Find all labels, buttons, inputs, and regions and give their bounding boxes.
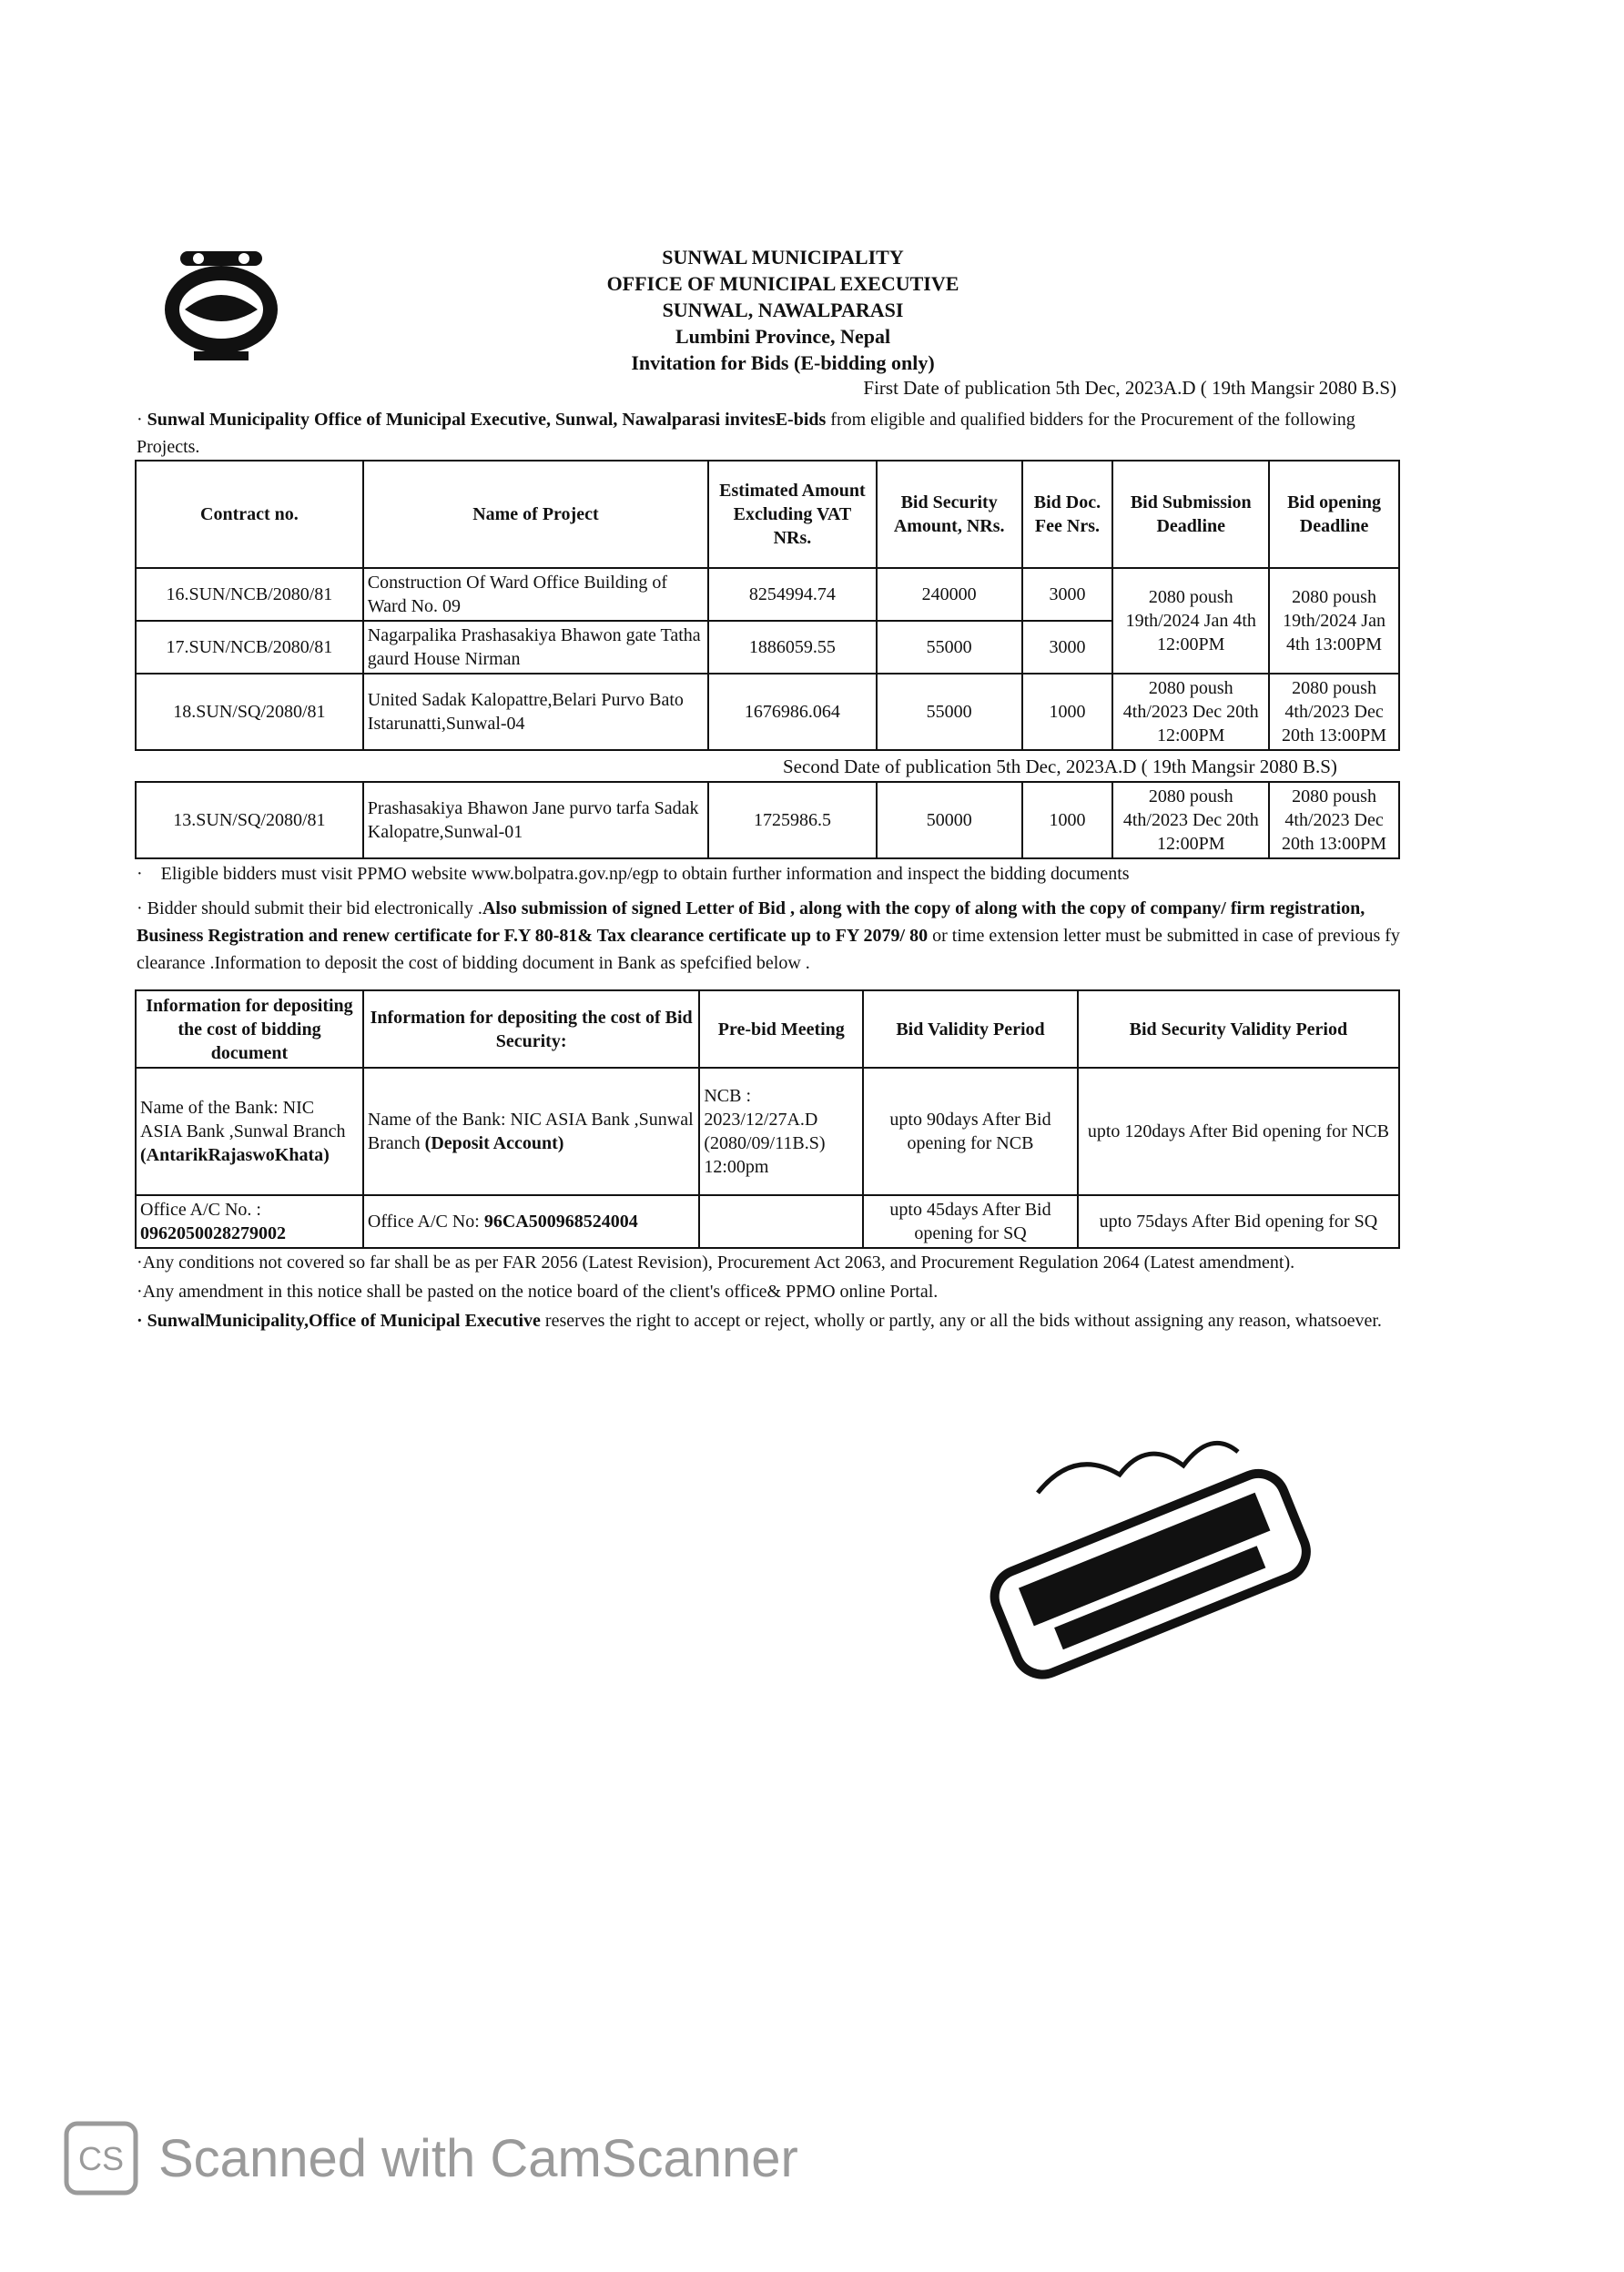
contract-no-cell: 17.SUN/NCB/2080/81 (136, 621, 363, 674)
amount-cell: 1676986.064 (708, 674, 877, 750)
security-cell: 55000 (877, 621, 1022, 674)
security-bank-cell (363, 1068, 699, 1195)
intro-rest: from eligible and qualified bidders for the Procurement of the following Projects. (137, 410, 1355, 457)
col-bid-security: Bid Security Amount, NRs. (877, 461, 1022, 568)
sq-submission-cell: 2080 poush 4th/2023 Dec 20th 12:00PM (1112, 674, 1269, 750)
doc-account-label: Office A/C No. : (140, 1200, 261, 1220)
fee-cell: 3000 (1022, 621, 1113, 674)
fee-cell: 3000 (1022, 568, 1113, 621)
sq-validity-cell: upto 45days After Bid opening for SQ (863, 1195, 1078, 1248)
bullet-submission-c: or time extension letter must be submitted in case of previous fy clearance .Information to deposit the cost of bidding document in Bank as spefcified below . (137, 926, 1400, 973)
table-header-row (136, 461, 1399, 568)
table-row (136, 674, 1399, 750)
col-security-deposit: Information for depositing the cost of Bid Security: (363, 990, 699, 1068)
signature-stamp-icon (965, 1411, 1329, 1684)
header-line-municipality: SUNWAL MUNICIPALITY (662, 246, 904, 269)
security-cell: 50000 (877, 782, 1022, 858)
col-estimated-amount: Estimated Amount Excluding VAT NRs. (708, 461, 877, 568)
second-publication-date: Second Date of publication 5th Dec, 2023A.D ( 19th Mangsir 2080 B.S) (783, 756, 1337, 777)
amount-cell: 1886059.55 (708, 621, 877, 674)
project-name-cell: Nagarpalika Prashasakiya Bhawon gate Tatha gaurd House Nirman (363, 621, 708, 674)
header-line-office: OFFICE OF MUNICIPAL EXECUTIVE (606, 272, 959, 295)
intro-bold: Sunwal Municipality Office of Municipal Executive, Sunwal, Nawalparasi invitesE-bids (147, 410, 827, 430)
col-project-name: Name of Project (363, 461, 708, 568)
fee-cell: 1000 (1022, 782, 1113, 858)
table-header-row (136, 990, 1399, 1068)
opening-cell: 2080 poush 4th/2023 Dec 20th 13:00PM (1269, 782, 1399, 858)
ncb-validity-cell: upto 90days After Bid opening for NCB (863, 1068, 1078, 1195)
doc-account-cell (136, 1195, 363, 1248)
table-row (136, 568, 1399, 621)
col-submission-deadline: Bid Submission Deadline (1112, 461, 1269, 568)
col-doc-fee: Bid Doc. Fee Nrs. (1022, 461, 1113, 568)
bullet-submission: · Bidder should submit their bid electronically .Also submission of signed Letter of Bid , along with the copy of along with the copy of company/ firm registration, Business Registration and renew certificate for F.Y 80-81& Tax clearance certificate up to FY 2079/ 80 or time extension letter must be submitted in case of previous fy clearance .Information to deposit the cost of bidding document in Bank as spefcified below . (137, 898, 1400, 973)
note-conditions: ·Any conditions not covered so far shall be as per FAR 2056 (Latest Revision), Procurement Act 2063, and Procurement Regulation 2064 (Latest amendment). (137, 1253, 1295, 1273)
col-opening-deadline: Bid opening Deadline (1269, 461, 1399, 568)
sq-security-validity-cell: upto 75days After Bid opening for SQ (1078, 1195, 1399, 1248)
security-account-label: Office A/C No: (367, 1212, 484, 1232)
security-account-number: 96CA500968524004 (483, 1212, 638, 1232)
prebid-cell: NCB : 2023/12/27A.D (2080/09/11B.S) 12:00pm (699, 1068, 863, 1195)
security-account-cell (363, 1195, 699, 1248)
intro-paragraph: · Sunwal Municipality Office of Municipal Executive, Sunwal, Nawalparasi invitesE-bids from eligible and qualified bidders for the Procurement of the following Projects. (137, 410, 1355, 457)
header-line-invitation: Invitation for Bids (E-bidding only) (631, 351, 935, 374)
ncb-submission-cell: 2080 poush 19th/2024 Jan 4th 12:00PM (1112, 568, 1269, 674)
header-line-location: SUNWAL, NAWALPARASI (662, 299, 904, 321)
table-row (136, 1195, 1399, 1248)
contract-no-cell: 13.SUN/SQ/2080/81 (136, 782, 363, 858)
header-line-province: Lumbini Province, Nepal (675, 325, 891, 348)
security-cell: 240000 (877, 568, 1022, 621)
government-emblem-icon (153, 244, 289, 367)
doc-account-number: 0962050028279002 (140, 1223, 286, 1243)
ncb-security-validity-cell: upto 120days After Bid opening for NCB (1078, 1068, 1399, 1195)
project-name-cell: United Sadak Kalopattre,Belari Purvo Bato Istarunatti,Sunwal-04 (363, 674, 708, 750)
doc-bank-cell (136, 1068, 363, 1195)
amount-cell: 8254994.74 (708, 568, 877, 621)
amount-cell: 1725986.5 (708, 782, 877, 858)
project-name-cell: Prashasakiya Bhawon Jane purvo tarfa Sadak Kalopatre,Sunwal-01 (363, 782, 708, 858)
closing-notes (137, 1249, 1411, 1336)
office-header (510, 244, 1056, 376)
table-row (136, 1068, 1399, 1195)
bullet-notes (137, 860, 1411, 984)
project-name-cell: Construction Of Ward Office Building of Ward No. 09 (363, 568, 708, 621)
contracts-table (135, 460, 1400, 751)
doc-bank-text: Name of the Bank: NIC ASIA Bank ,Sunwal Branch (140, 1098, 346, 1141)
camscanner-logo-text: CS (77, 2140, 125, 2177)
ncb-opening-cell: 2080 poush 19th/2024 Jan 4th 13:00PM (1269, 568, 1399, 674)
doc-bank-account-type: (AntarikRajaswoKhata) (140, 1145, 330, 1165)
prebid-empty-cell (699, 1195, 863, 1248)
scanner-text: Scanned with CamScanner (158, 2128, 798, 2188)
table-row (136, 782, 1399, 858)
note-amendment: ·Any amendment in this notice shall be pasted on the notice board of the client's office& PPMO online Portal. (137, 1282, 939, 1302)
first-publication-date: First Date of publication 5th Dec, 2023A.D ( 19th Mangsir 2080 B.S) (863, 377, 1396, 399)
bullet-eligible-text: Eligible bidders must visit PPMO website www.bolpatra.gov.np/egp to obtain further information and inspect the bidding documents (160, 864, 1130, 884)
col-security-validity: Bid Security Validity Period (1078, 990, 1399, 1068)
camscanner-logo-icon (64, 2121, 138, 2196)
submission-cell: 2080 poush 4th/2023 Dec 20th 12:00PM (1112, 782, 1269, 858)
contract-no-cell: 16.SUN/NCB/2080/81 (136, 568, 363, 621)
security-cell: 55000 (877, 674, 1022, 750)
col-contract-no: Contract no. (136, 461, 363, 568)
col-doc-deposit: Information for depositing the cost of bidding document (136, 990, 363, 1068)
bullet-submission-bold: Also submission of signed Letter of Bid , along with the copy of along with the copy of company/ firm registration, Business Registration and renew certificate for F.Y 80-81& Tax clearance certificate up to FY 2079/ 80 (137, 898, 1365, 946)
col-prebid: Pre-bid Meeting (699, 990, 863, 1068)
fee-cell: 1000 (1022, 674, 1113, 750)
scanner-watermark (64, 2121, 798, 2196)
contract-no-cell: 18.SUN/SQ/2080/81 (136, 674, 363, 750)
sq-opening-cell: 2080 poush 4th/2023 Dec 20th 13:00PM (1269, 674, 1399, 750)
bullet-eligible: · Eligible bidders must visit PPMO website www.bolpatra.gov.np/egp to obtain further information and inspect the bidding documents (137, 864, 1130, 884)
note-rights-bold: · SunwalMunicipality,Office of Municipal Executive (137, 1311, 541, 1331)
bullet-submission-a: Bidder should submit their bid electronically . (147, 898, 482, 918)
col-bid-validity: Bid Validity Period (863, 990, 1078, 1068)
deposit-info-table (135, 989, 1400, 1249)
note-rights-text: reserves the right to accept or reject, wholly or partly, any or all the bids without assigning any reason, whatsoever. (540, 1311, 1382, 1331)
security-bank-account-type: (Deposit Account) (424, 1133, 564, 1153)
second-contracts-table (135, 781, 1400, 859)
security-bank-text: Name of the Bank: NIC ASIA Bank ,Sunwal Branch (367, 1110, 694, 1153)
note-rights (137, 1307, 1411, 1334)
